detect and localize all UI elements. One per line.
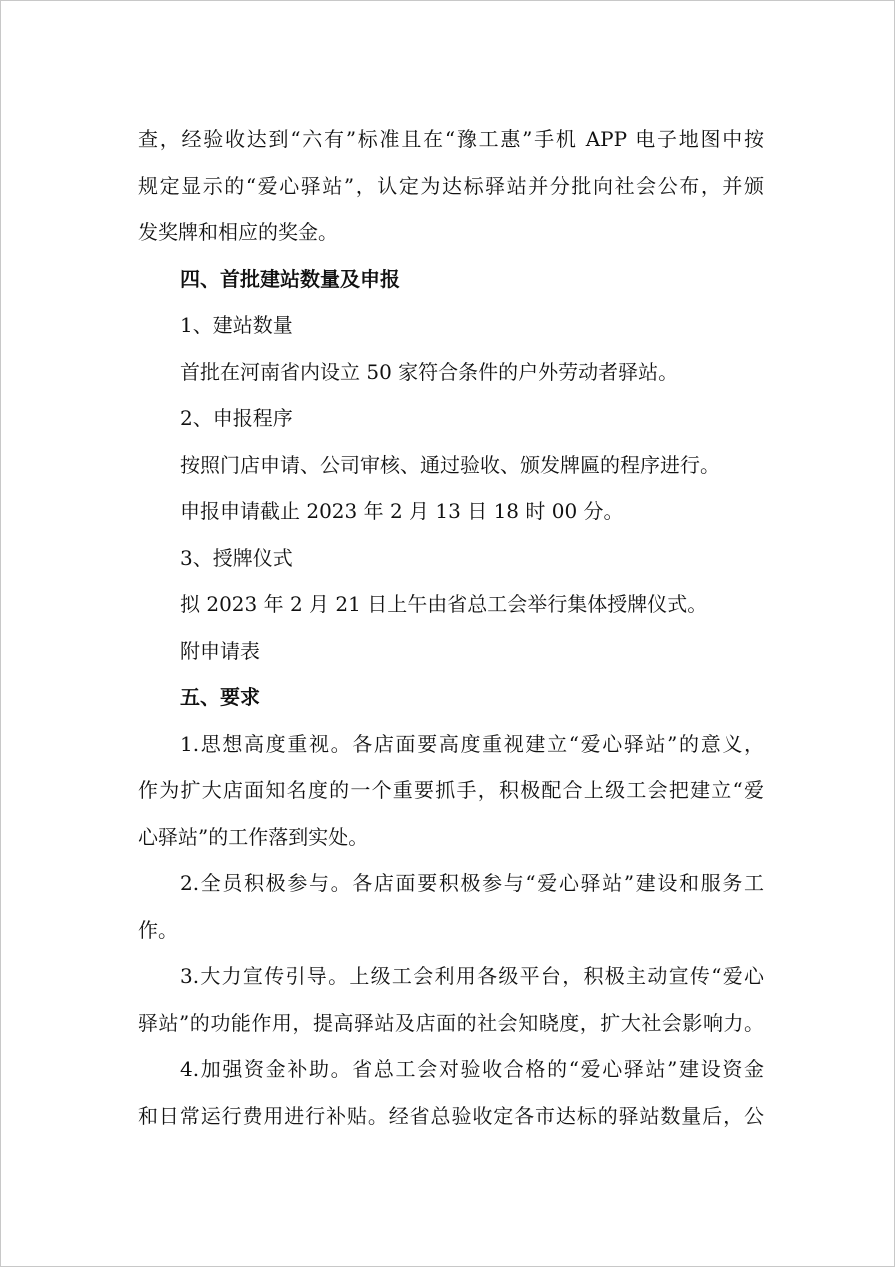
paragraph-line: 心驿站”的工作落到实处。 bbox=[138, 824, 369, 849]
subsection-title: 1、建站数量 bbox=[180, 313, 293, 337]
document-body bbox=[138, 116, 764, 1139]
paragraph-line: 首批在河南省内设立 50 家符合条件的户外劳动者驿站。 bbox=[180, 359, 679, 384]
paragraph-line: 规定显示的“爱心驿站”，认定为达标驿站并分批向社会公布，并颁 bbox=[138, 173, 764, 198]
paragraph-line: 2.全员积极参与。各店面要积极参与“爱心驿站”建设和服务工 bbox=[180, 871, 764, 895]
attachment-note: 附申请表 bbox=[180, 638, 260, 663]
paragraph-line: 4.加强资金补助。省总工会对验收合格的“爱心驿站”建设资金 bbox=[180, 1057, 764, 1081]
paragraph-line: 按照门店申请、公司审核、通过验收、颁发牌匾的程序进行。 bbox=[180, 452, 720, 477]
section-heading: 五、要求 bbox=[180, 685, 260, 709]
paragraph-line: 查，经验收达到“六有”标准且在“豫工惠”手机 APP 电子地图中按 bbox=[138, 127, 764, 151]
section-heading: 四、首批建站数量及申报 bbox=[180, 266, 400, 291]
subsection-title: 3、授牌仪式 bbox=[180, 545, 293, 570]
paragraph-line: 申报申请截止 2023 年 2 月 13 日 18 时 00 分。 bbox=[180, 499, 624, 523]
subsection-title: 2、申报程序 bbox=[180, 406, 293, 430]
paragraph-line: 发奖牌和相应的奖金。 bbox=[138, 220, 338, 244]
paragraph-line: 作。 bbox=[138, 917, 178, 942]
paragraph-line: 和日常运行费用进行补贴。经省总验收定各市达标的驿站数量后，公 bbox=[138, 1103, 764, 1128]
paragraph-line: 作为扩大店面知名度的一个重要抓手，积极配合上级工会把建立“爱 bbox=[138, 778, 764, 802]
paragraph-line: 3.大力宣传引导。上级工会利用各级平台，积极主动宣传“爱心 bbox=[180, 964, 764, 988]
paragraph-line: 拟 2023 年 2 月 21 日上午由省总工会举行集体授牌仪式。 bbox=[180, 592, 708, 616]
paragraph-line: 驿站”的功能作用，提高驿站及店面的社会知晓度，扩大社会影响力。 bbox=[138, 1010, 764, 1035]
paragraph-line: 1.思想高度重视。各店面要高度重视建立“爱心驿站”的意义， bbox=[180, 731, 764, 756]
